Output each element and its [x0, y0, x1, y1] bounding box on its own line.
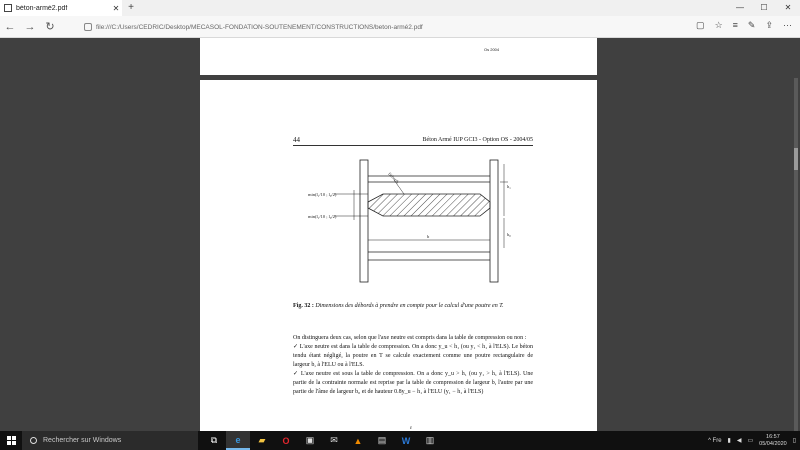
network-icon[interactable]: ▮	[727, 438, 731, 444]
store-icon[interactable]: ▣	[305, 435, 315, 445]
b-label: b	[427, 234, 430, 239]
start-button[interactable]	[0, 431, 22, 450]
search-placeholder: Rechercher sur Windows	[43, 437, 122, 444]
lower-annotation: min(l₁/10 ; l₀/2)	[308, 214, 337, 219]
toolbar-right	[696, 20, 792, 31]
title-bar	[0, 0, 800, 16]
minimize-button[interactable]: —	[736, 3, 744, 12]
trailing-formula: ε	[410, 426, 413, 431]
share-icon[interactable]: ⇪	[765, 20, 773, 30]
clock-time: 16:57	[766, 433, 780, 440]
address-bar[interactable]	[84, 21, 664, 33]
previous-page-number: Os 2004	[484, 47, 500, 52]
clock[interactable]	[759, 434, 787, 448]
system-tray	[708, 431, 796, 450]
app-icon[interactable]: ▥	[425, 435, 435, 445]
task-view-icon[interactable]: ⧉	[210, 435, 218, 445]
caption-label: Fig. 32 :	[293, 303, 314, 309]
notes-icon[interactable]: ✎	[747, 20, 756, 30]
pdf-reader-icon[interactable]: ▤	[377, 435, 387, 445]
tab-close-icon[interactable]: ✕	[112, 3, 120, 13]
refresh-icon[interactable]: ↻	[45, 21, 55, 33]
scrollbar-track[interactable]	[794, 78, 798, 431]
back-icon[interactable]: ←	[4, 20, 16, 33]
header-rule	[293, 145, 533, 146]
h1-label: h₁	[507, 184, 511, 189]
pdf-tab-icon	[4, 4, 12, 12]
pdf-viewport[interactable]	[0, 38, 800, 431]
page-number: 44	[293, 136, 300, 144]
debords-label: Débords	[387, 171, 401, 185]
mail-icon[interactable]: ✉	[330, 435, 338, 445]
windows-logo-icon	[7, 436, 16, 445]
navigation-bar	[0, 16, 800, 38]
file-explorer-icon[interactable]: ▰	[258, 435, 266, 445]
figure-caption	[293, 302, 533, 310]
clock-date: 05/04/2020	[759, 440, 787, 447]
tab-title: béton-armé2.pdf	[16, 4, 68, 12]
search-icon	[30, 437, 37, 444]
more-icon[interactable]: ···	[783, 20, 792, 30]
favorite-star-icon[interactable]: ☆	[714, 20, 723, 30]
url-text: file:///C:/Users/CEDRIC/Desktop/MECASOL-FONDATION-SOUTENEMENT/CONSTRUCTIONS/beton-armé2.pdf	[96, 23, 423, 31]
notifications-icon[interactable]: ▯	[792, 438, 796, 444]
b0-label: b₀	[507, 232, 511, 237]
keyboard-icon[interactable]: ▭	[747, 438, 754, 444]
hub-icon[interactable]: ≡	[732, 20, 738, 30]
scrollbar-thumb[interactable]	[794, 148, 798, 170]
reading-view-icon[interactable]: ▢	[696, 20, 705, 30]
window-controls	[728, 0, 800, 16]
forward-icon[interactable]: →	[24, 20, 36, 33]
browser-tab[interactable]	[0, 0, 122, 16]
taskbar-apps	[202, 431, 442, 450]
file-icon	[84, 23, 92, 31]
caption-text: Dimensions des débords à prendre en compte pour le calcul d'une poutre en T.	[315, 303, 504, 309]
running-header: Béton Armé IUP GCI3 - Option OS - 2004/05	[422, 137, 533, 143]
taskbar	[0, 431, 800, 450]
volume-icon[interactable]: ◀	[736, 438, 742, 444]
previous-page	[200, 38, 597, 75]
body-text	[293, 334, 533, 397]
edge-icon[interactable]: e	[226, 431, 250, 450]
opera-icon[interactable]: O	[282, 435, 290, 446]
tray-text[interactable]: ^ Fre	[708, 437, 722, 444]
search-box[interactable]	[22, 431, 198, 450]
close-window-button[interactable]: ✕	[784, 3, 792, 12]
pdf-page	[200, 80, 597, 431]
maximize-button[interactable]: ☐	[760, 3, 768, 12]
paragraph-case-1: ✓ L'axe neutre est dans la table de compression. On a donc y_u < h₁ (ou y₁ < h₁ à l'ELS). Le béton tendu étant négligé, la poutre en T se calcule exactement comme une poutre rectangulaire de largeur b, à l'ELU ou à l'ELS.	[293, 344, 533, 368]
vlc-icon[interactable]: ▲	[353, 435, 363, 446]
new-tab-button[interactable]: +	[128, 2, 134, 13]
effective-flange	[368, 194, 490, 216]
paragraph-intro: On distinguera deux cas, selon que l'axe neutre est compris dans la table de compression ou non :	[293, 335, 527, 341]
right-web	[490, 160, 498, 282]
upper-annotation: min(l₁/10 ; l₀/2)	[308, 192, 337, 197]
word-icon[interactable]: W	[401, 435, 411, 446]
left-web	[360, 160, 368, 282]
paragraph-case-2: ✓ L'axe neutre est sous la table de compression. On a donc y_u > h₁ (ou y₁ > h₁ à l'ELS). Une partie de la contrainte normale est reprise par la table de compression de largeur b, l'autre par une partie de l'âme de largeur b₀ et de hauteur 0.8y_u − h₁ à l'ELU (y₁ − h₁ à l'ELS)	[293, 371, 533, 395]
t-beam-figure	[308, 156, 538, 288]
